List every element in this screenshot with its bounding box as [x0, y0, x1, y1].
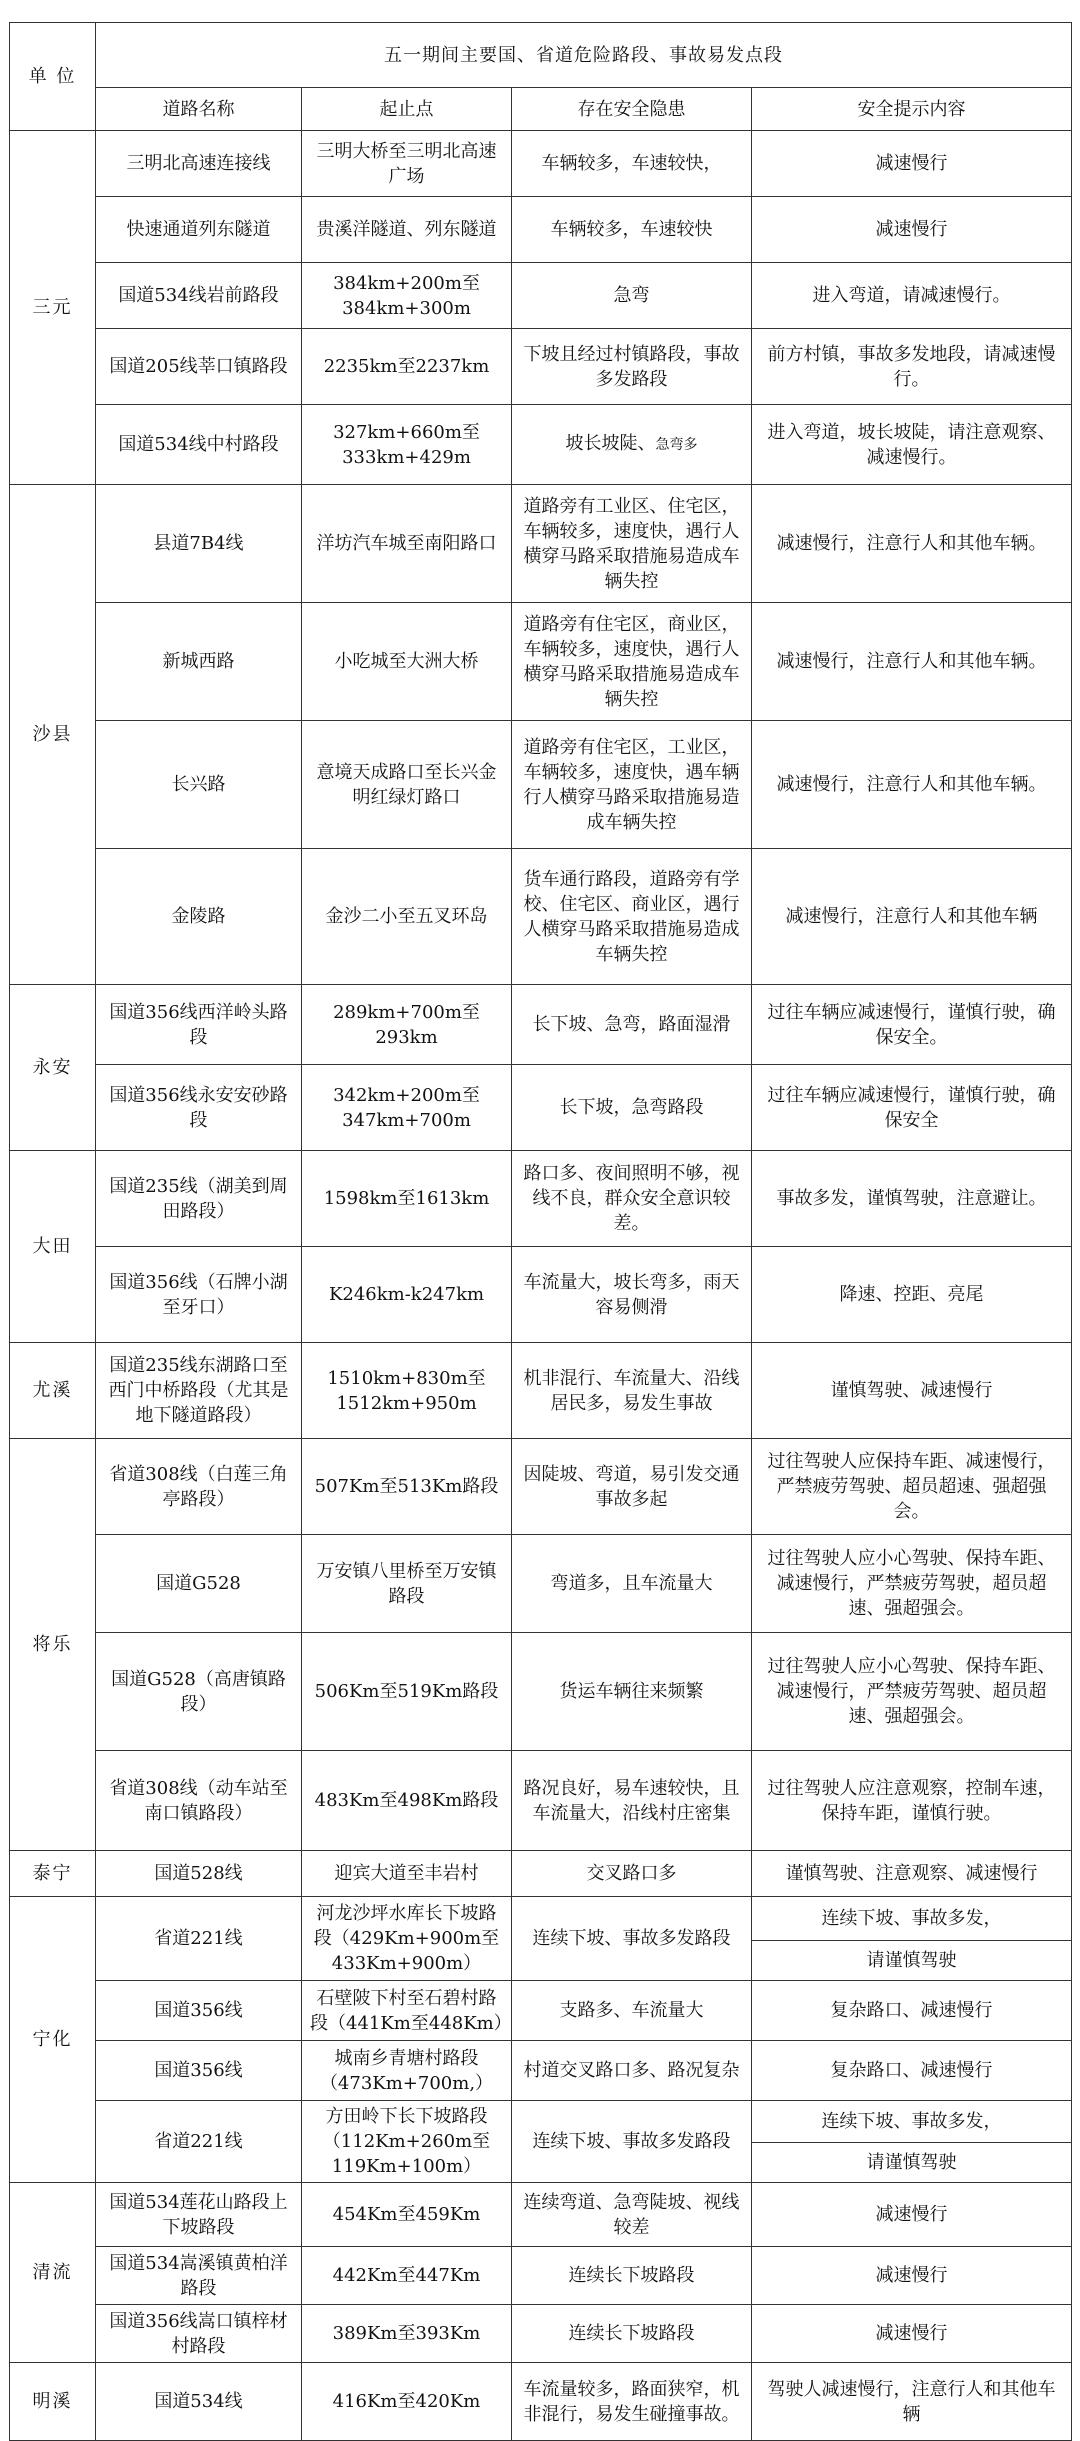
hazard-cell: 连续下坡、事故多发路段: [512, 1897, 752, 1981]
hazard-cell: 连续长下坡路段: [512, 2305, 752, 2363]
range-cell: 迎宾大道至丰岩村: [302, 1851, 512, 1897]
table-row: [10, 985, 1072, 1065]
table-row: [10, 1851, 1072, 1897]
table-row: [10, 1981, 1072, 2041]
unit-cell: 清流: [10, 2183, 96, 2363]
road-cell: 三明北高速连接线: [96, 131, 302, 197]
table-row: [10, 2363, 1072, 2441]
road-cell: 省道308线（动车站至南口镇路段）: [96, 1751, 302, 1851]
hazard-cell: 货运车辆往来频繁: [512, 1633, 752, 1751]
range-cell: 1598km至1613km: [302, 1151, 512, 1247]
road-cell: 新城西路: [96, 603, 302, 721]
tip-cell: 驾驶人减速慢行，注意行人和其他车辆: [752, 2363, 1072, 2441]
range-cell: 416Km至420Km: [302, 2363, 512, 2441]
hazard-cell: [512, 405, 752, 485]
tip-cell: 过往驾驶人应注意观察，控制车速，保持车距，谨慎行驶。: [752, 1751, 1072, 1851]
range-cell: 506Km至519Km路段: [302, 1633, 512, 1751]
tip-cell: 连续下坡、事故多发，: [752, 2101, 1072, 2143]
table-row: [10, 2101, 1072, 2143]
table-row: [10, 2247, 1072, 2305]
tip-cell: 减速慢行: [752, 2305, 1072, 2363]
road-cell: 国道356线永安安砂路段: [96, 1065, 302, 1151]
road-cell: 省道308线（白莲三角亭路段）: [96, 1439, 302, 1535]
road-cell: 省道221线: [96, 2101, 302, 2183]
column-header-road: 道路名称: [96, 88, 302, 131]
road-cell: 国道528线: [96, 1851, 302, 1897]
hazard-cell: 道路旁有住宅区，工业区，车辆较多，速度快，遇车辆行人横穿马路采取措施易造成车辆失控: [512, 721, 752, 849]
road-cell: 国道235线东湖路口至西门中桥路段（尤其是地下隧道路段）: [96, 1343, 302, 1439]
hazard-cell: 路况良好，易车速较快，且车流量大，沿线村庄密集: [512, 1751, 752, 1851]
table-row: [10, 131, 1072, 197]
table-row: [10, 405, 1072, 485]
range-cell: 507Km至513Km路段: [302, 1439, 512, 1535]
hazard-text-small: 急弯多: [655, 437, 698, 453]
road-cell: 金陵路: [96, 849, 302, 985]
hazard-cell: 机非混行、车流量大、沿线居民多，易发生事故: [512, 1343, 752, 1439]
range-cell: 小吃城至大洲大桥: [302, 603, 512, 721]
hazard-cell: 车辆较多，车速较快，: [512, 131, 752, 197]
hazard-cell: 急弯: [512, 263, 752, 329]
range-cell: 贵溪洋隧道、列东隧道: [302, 197, 512, 263]
road-cell: 国道534莲花山路段上下坡路段: [96, 2183, 302, 2247]
road-cell: 县道7B4线: [96, 485, 302, 603]
tip-cell: 过往车辆应减速慢行，谨慎行驶，确保安全。: [752, 985, 1072, 1065]
unit-cell: 泰宁: [10, 1851, 96, 1897]
tip-cell: 连续下坡、事故多发，: [752, 1897, 1072, 1941]
hazard-cell: 道路旁有住宅区，商业区，车辆较多，速度快，遇行人横穿马路采取措施易造成车辆失控: [512, 603, 752, 721]
table-row: [10, 1633, 1072, 1751]
table-row: [10, 485, 1072, 603]
road-cell: 国道356线西洋岭头路段: [96, 985, 302, 1065]
range-cell: 389Km至393Km: [302, 2305, 512, 2363]
road-cell: 长兴路: [96, 721, 302, 849]
road-cell: 国道356线: [96, 1981, 302, 2041]
tip-cell: 减速慢行，注意行人和其他车辆: [752, 849, 1072, 985]
range-cell: 442Km至447Km: [302, 2247, 512, 2305]
table-row: [10, 1897, 1072, 1941]
hazard-road-table: [9, 22, 1072, 2441]
hazard-cell: 下坡且经过村镇路段，事故多发路段: [512, 329, 752, 405]
road-cell: 快速通道列东隧道: [96, 197, 302, 263]
road-cell: 国道205线莘口镇路段: [96, 329, 302, 405]
tip-cell: 减速慢行，注意行人和其他车辆。: [752, 721, 1072, 849]
unit-cell: 三元: [10, 131, 96, 485]
hazard-cell: 货车通行路段，道路旁有学校、住宅区、商业区，遇行人横穿马路采取措施易造成车辆失控: [512, 849, 752, 985]
tip-cell: 减速慢行: [752, 2183, 1072, 2247]
range-cell: 327km+660m至333km+429m: [302, 405, 512, 485]
table-row: [10, 329, 1072, 405]
range-cell: 河龙沙坪水库长下坡路段（429Km+900m至433Km+900m）: [302, 1897, 512, 1981]
column-header-tip: 安全提示内容: [752, 88, 1072, 131]
hazard-cell: 长下坡，急弯路段: [512, 1065, 752, 1151]
table-row: [10, 849, 1072, 985]
column-header-range: 起止点: [302, 88, 512, 131]
road-cell: 国道356线嵩口镇梓材村路段: [96, 2305, 302, 2363]
tip-cell: 进入弯道，请减速慢行。: [752, 263, 1072, 329]
road-cell: 国道G528: [96, 1535, 302, 1633]
unit-header: 单 位: [10, 23, 96, 131]
hazard-cell: 道路旁有工业区、住宅区，车辆较多，速度快，遇行人横穿马路采取措施易造成车辆失控: [512, 485, 752, 603]
hazard-cell: 车流量大，坡长弯多，雨天容易侧滑: [512, 1247, 752, 1343]
range-cell: 三明大桥至三明北高速广场: [302, 131, 512, 197]
range-cell: 城南乡青塘村路段（473Km+700m,）: [302, 2041, 512, 2101]
hazard-cell: 车流量较多，路面狭窄，机非混行，易发生碰撞事故。: [512, 2363, 752, 2441]
table-row: [10, 2041, 1072, 2101]
range-cell: 洋坊汽车城至南阳路口: [302, 485, 512, 603]
tip-cell: 谨慎驾驶、减速慢行: [752, 1343, 1072, 1439]
road-cell: 国道G528（高唐镇路段）: [96, 1633, 302, 1751]
unit-cell: 尤溪: [10, 1343, 96, 1439]
range-cell: 483Km至498Km路段: [302, 1751, 512, 1851]
tip-cell: 减速慢行，注意行人和其他车辆。: [752, 603, 1072, 721]
tip-cell: 减速慢行: [752, 131, 1072, 197]
range-cell: 方田岭下长下坡路段（112Km+260m至119Km+100m）: [302, 2101, 512, 2183]
range-cell: 石壁陂下村至石碧村路段（441Km至448Km）: [302, 1981, 512, 2041]
table-row: [10, 197, 1072, 263]
tip-cell: 减速慢行，注意行人和其他车辆。: [752, 485, 1072, 603]
table-row: [10, 603, 1072, 721]
tip-cell: 复杂路口、减速慢行: [752, 1981, 1072, 2041]
tip-cell: 事故多发，谨慎驾驶，注意避让。: [752, 1151, 1072, 1247]
hazard-cell: 支路多、车流量大: [512, 1981, 752, 2041]
road-cell: 国道534嵩溪镇黄柏洋路段: [96, 2247, 302, 2305]
table-row: [10, 1343, 1072, 1439]
range-cell: K246km-k247km: [302, 1247, 512, 1343]
table-row: [10, 2183, 1072, 2247]
unit-cell: 将乐: [10, 1439, 96, 1851]
range-cell: 万安镇八里桥至万安镇路段: [302, 1535, 512, 1633]
table-row: [10, 1151, 1072, 1247]
table-row: [10, 1247, 1072, 1343]
range-cell: 1510km+830m至1512km+950m: [302, 1343, 512, 1439]
road-cell: 国道356线（石牌小湖至牙口）: [96, 1247, 302, 1343]
range-cell: 289km+700m至293km: [302, 985, 512, 1065]
unit-cell: 宁化: [10, 1897, 96, 2183]
road-cell: 省道221线: [96, 1897, 302, 1981]
hazard-cell: 村道交叉路口多、路况复杂: [512, 2041, 752, 2101]
table-row: [10, 1535, 1072, 1633]
unit-cell: 永安: [10, 985, 96, 1151]
hazard-cell: 连续弯道、急弯陡坡、视线较差: [512, 2183, 752, 2247]
hazard-cell: 因陡坡、弯道，易引发交通事故多起: [512, 1439, 752, 1535]
range-cell: 454Km至459Km: [302, 2183, 512, 2247]
road-cell: 国道534线中村路段: [96, 405, 302, 485]
tip-cell: 前方村镇，事故多发地段，请减速慢行。: [752, 329, 1072, 405]
unit-cell: 大田: [10, 1151, 96, 1343]
table-row: [10, 1065, 1072, 1151]
road-cell: 国道534线: [96, 2363, 302, 2441]
table-row: [10, 2305, 1072, 2363]
table-row: [10, 721, 1072, 849]
tip-cell: 过往车辆应减速慢行，谨慎行驶，确保安全: [752, 1065, 1072, 1151]
hazard-cell: 弯道多，且车流量大: [512, 1535, 752, 1633]
hazard-cell: 连续长下坡路段: [512, 2247, 752, 2305]
tip-cell: 请谨慎驾驶: [752, 2143, 1072, 2183]
column-header-hazard: 存在安全隐患: [512, 88, 752, 131]
range-cell: 意境天成路口至长兴金明红绿灯路口: [302, 721, 512, 849]
hazard-cell: 车辆较多，车速较快: [512, 197, 752, 263]
unit-cell: 明溪: [10, 2363, 96, 2441]
table-row: [10, 263, 1072, 329]
hazard-text: 坡长坡陡、: [565, 433, 656, 454]
tip-cell: 复杂路口、减速慢行: [752, 2041, 1072, 2101]
hazard-cell: 交叉路口多: [512, 1851, 752, 1897]
road-cell: 国道534线岩前路段: [96, 263, 302, 329]
hazard-cell: 路口多、夜间照明不够，视线不良，群众安全意识较差。: [512, 1151, 752, 1247]
table-row: [10, 1439, 1072, 1535]
tip-cell: 谨慎驾驶、注意观察、减速慢行: [752, 1851, 1072, 1897]
unit-cell: 沙县: [10, 485, 96, 985]
tip-cell: 减速慢行: [752, 197, 1072, 263]
tip-cell: 过往驾驶人应保持车距、减速慢行，严禁疲劳驾驶、超员超速、强超强会。: [752, 1439, 1072, 1535]
tip-cell: 降速、控距、亮尾: [752, 1247, 1072, 1343]
range-cell: 384km+200m至384km+300m: [302, 263, 512, 329]
hazard-cell: 长下坡、急弯，路面湿滑: [512, 985, 752, 1065]
tip-cell: 请谨慎驾驶: [752, 1941, 1072, 1981]
tip-cell: 过往驾驶人应小心驾驶、保持车距、减速慢行，严禁疲劳驾驶，超员超速、强超强会。: [752, 1535, 1072, 1633]
table-row: [10, 1751, 1072, 1851]
range-cell: 342km+200m至347km+700m: [302, 1065, 512, 1151]
tip-cell: 过往驾驶人应小心驾驶、保持车距、减速慢行，严禁疲劳驾驶、超员超速、强超强会。: [752, 1633, 1072, 1751]
tip-cell: 减速慢行: [752, 2247, 1072, 2305]
range-cell: 2235km至2237km: [302, 329, 512, 405]
road-cell: 国道356线: [96, 2041, 302, 2101]
tip-cell: 进入弯道，坡长坡陡，请注意观察、减速慢行。: [752, 405, 1072, 485]
range-cell: 金沙二小至五叉环岛: [302, 849, 512, 985]
road-cell: 国道235线（湖美到周田路段）: [96, 1151, 302, 1247]
hazard-cell: 连续下坡、事故多发路段: [512, 2101, 752, 2183]
page-title: 五一期间主要国、省道危险路段、事故易发点段: [96, 23, 1072, 88]
